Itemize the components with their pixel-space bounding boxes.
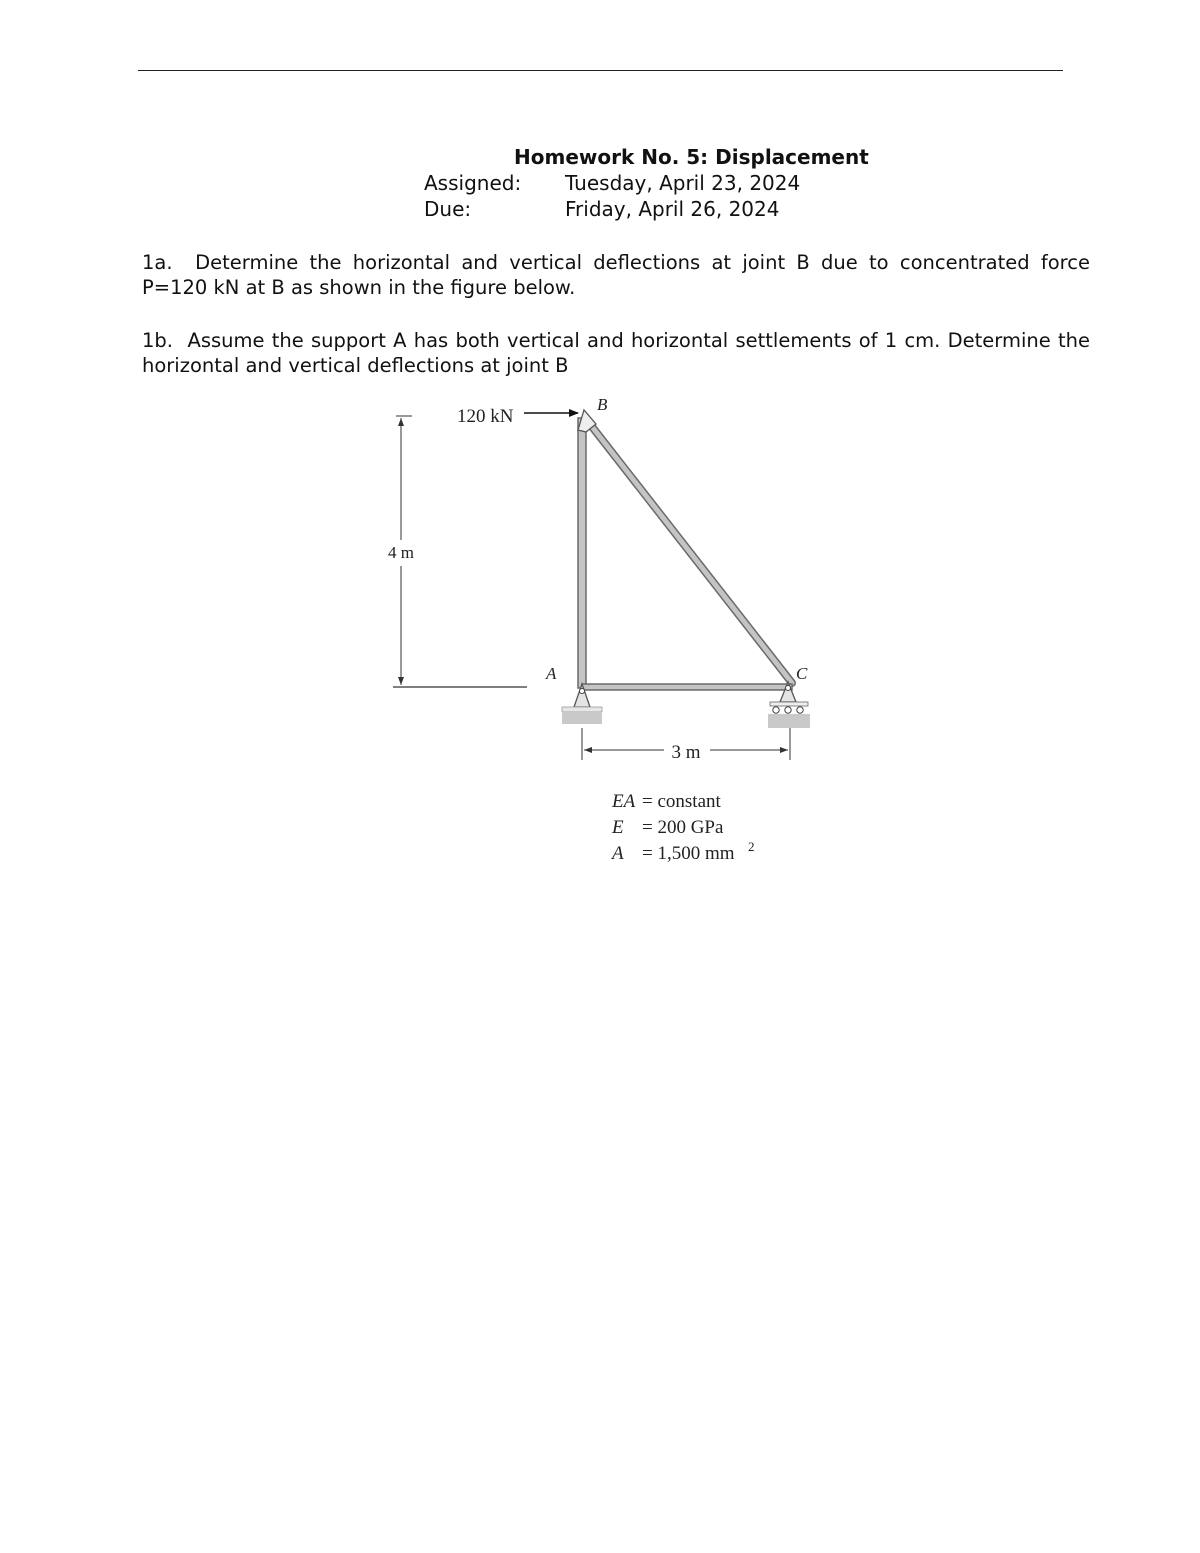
problem-1a-text: Determine the horizontal and vertical deflections at joint B due to concentrated force P=120 kN at B as shown in the figure below.	[142, 251, 1090, 299]
member-ac	[582, 684, 792, 690]
due-date: Friday, April 26, 2024	[565, 197, 780, 221]
assigned-label: Assigned:	[424, 171, 522, 195]
prop-ea-lhs: EA	[612, 791, 636, 812]
prop-ea-rhs: = constant	[642, 791, 721, 812]
problem-1a-id: 1a.	[142, 251, 173, 274]
joint-a-label: A	[546, 664, 557, 683]
prop-a-lhs: A	[612, 843, 624, 864]
member-bc	[586, 419, 792, 683]
assigned-date: Tuesday, April 23, 2024	[565, 171, 801, 195]
joint-b-label: B	[597, 395, 608, 414]
load-label: 120 kN	[457, 406, 514, 427]
problem-1b-text: Assume the support A has both vertical and horizontal settlements of 1 cm. Determine the horizontal and vertical deflections at joint B	[142, 329, 1090, 377]
prop-e-rhs: = 200 GPa	[642, 817, 724, 838]
prop-a-rhs: = 1,500 mm	[642, 843, 735, 864]
prop-a-superscript: 2	[748, 839, 755, 854]
problem-1b-id: 1b.	[142, 329, 173, 352]
truss-members	[578, 418, 792, 690]
joint-c-label: C	[796, 664, 808, 683]
height-label: 4 m	[388, 543, 414, 562]
width-label: 3 m	[671, 742, 701, 763]
section-properties	[610, 791, 755, 864]
member-ab	[578, 418, 586, 688]
prop-e-lhs: E	[612, 817, 624, 838]
due-label: Due:	[424, 197, 472, 221]
page-title: Homework No. 5: Displacement	[514, 145, 869, 169]
